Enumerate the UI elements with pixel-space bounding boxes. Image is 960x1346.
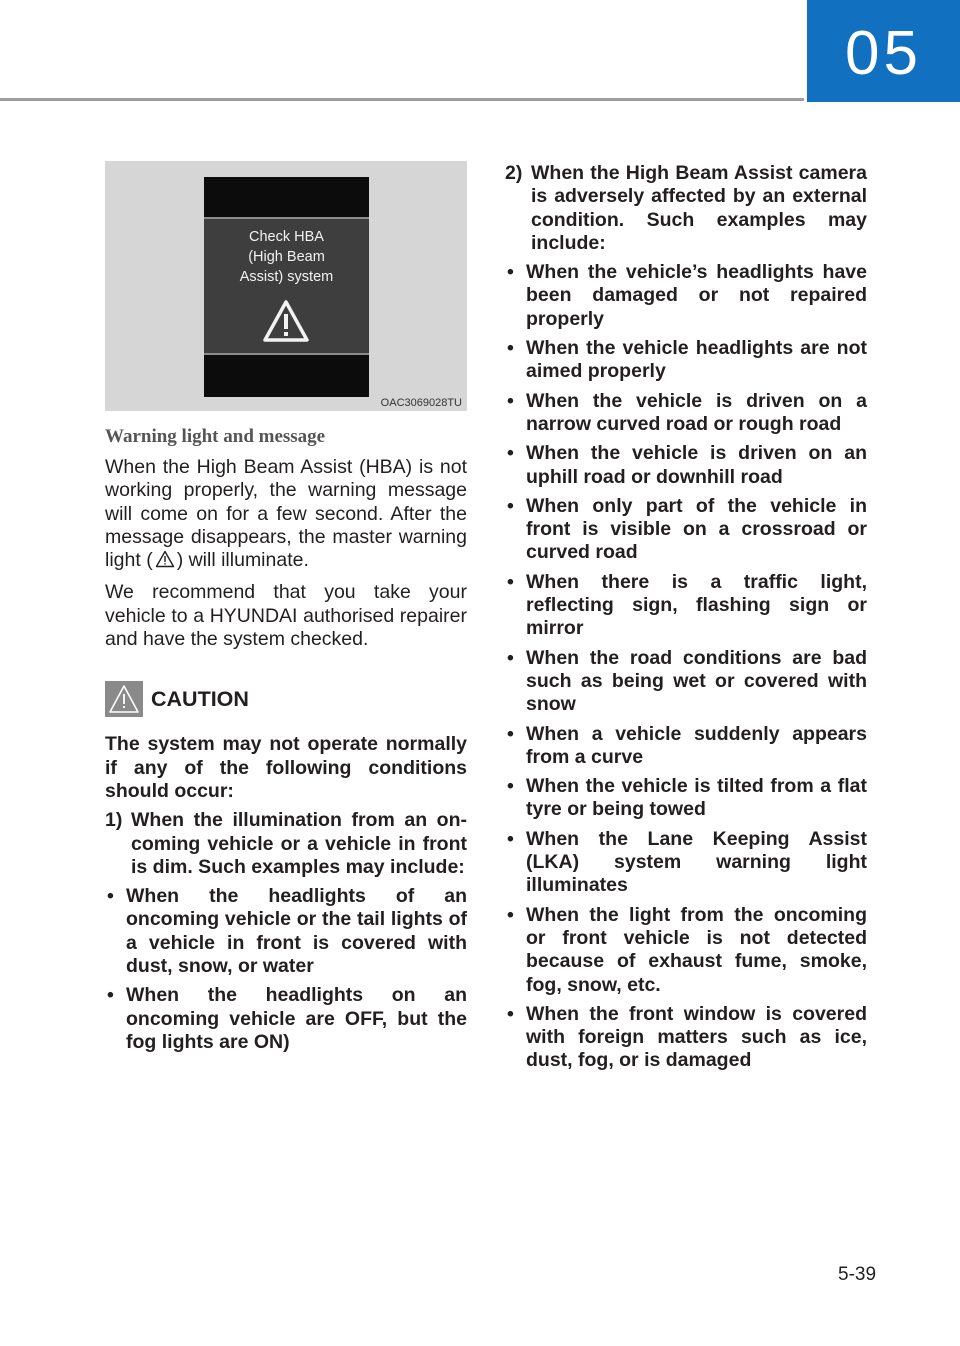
caution-heading <box>105 681 467 717</box>
bullet-icon: • <box>107 984 114 1007</box>
list-item <box>505 1003 867 1073</box>
master-warning-icon <box>155 550 175 568</box>
list-item <box>505 495 867 565</box>
list-item-text: When the light from the oncoming or front vehicle is not detected because of exhaust fume, smoke, fog, snow, etc. <box>526 903 867 996</box>
list-item <box>505 723 867 770</box>
bullet-icon: • <box>507 775 514 798</box>
list-item-text: When the vehicle is driven on a narrow curved road or rough road <box>526 389 867 435</box>
warning-triangle-icon <box>262 299 310 343</box>
list-item-text: When a vehicle suddenly appears from a curve <box>526 722 867 768</box>
list-item <box>505 775 867 822</box>
section-paragraph <box>105 456 467 572</box>
item-number: 1) <box>105 809 123 832</box>
caution-icon <box>105 681 143 717</box>
cluster-display <box>204 177 369 397</box>
list-item <box>505 337 867 384</box>
cluster-figure <box>105 161 467 411</box>
list-item <box>505 261 867 331</box>
list-item-text: When the Lane Keeping Assist (LKA) system warning light illuminates <box>526 827 867 897</box>
list-item-text: When the road conditions are bad such as being wet or covered with snow <box>526 646 867 716</box>
bullet-icon: • <box>507 1002 514 1025</box>
item-text: When the illumination from an on-coming vehicle or a vehicle in front is dim. Such examples may include: <box>131 809 467 878</box>
numbered-item <box>505 162 867 255</box>
bullet-icon: • <box>507 442 514 465</box>
bullet-icon: • <box>507 337 514 360</box>
left-column <box>105 426 467 1060</box>
list-item <box>105 885 467 978</box>
caution-intro: The system may not operate normally if any of the following conditions should occur: <box>105 733 467 802</box>
header-rule <box>0 98 804 101</box>
list-item-text: When the vehicle is tilted from a flat tyre or being towed <box>526 775 867 821</box>
list-item <box>505 442 867 489</box>
bullet-icon: • <box>507 903 514 926</box>
figure-code: OAC3069028TU <box>380 397 462 409</box>
bullet-icon: • <box>507 261 514 284</box>
list-item-text: When the vehicle headlights are not aimed properly <box>526 337 867 383</box>
list-item <box>505 647 867 717</box>
item-text: When the High Beam Assist camera is adversely affected by an external condition. Such examples may include: <box>531 162 867 254</box>
message-panel <box>204 217 369 355</box>
list-item-text: When the front window is covered with foreign matters such as ice, dust, fog, or is damaged <box>526 1002 867 1072</box>
right-column <box>505 162 867 1079</box>
bullet-icon: • <box>507 494 514 517</box>
list-item-text: When only part of the vehicle in front is visible on a crossroad or curved road <box>526 494 867 564</box>
list-item-text: When the vehicle’s headlights have been damaged or not repaired properly <box>526 261 867 330</box>
list-item <box>505 571 867 641</box>
list-item <box>505 390 867 437</box>
list-item <box>105 984 467 1054</box>
bullet-icon: • <box>507 646 514 669</box>
list-item-text: When the headlights on an oncoming vehicle are OFF, but the fog lights are ON) <box>126 984 467 1053</box>
bullet-icon: • <box>507 722 514 745</box>
cluster-message: Check HBA (High Beam Assist) system <box>239 229 334 285</box>
paragraph-text: ) will illuminate. <box>176 549 309 572</box>
list-item <box>505 828 867 898</box>
paragraph-text: When the High Beam Assist (HBA) is not working properly, the warning message will come on for a few second. After the message disappears, the master warning light ( <box>105 456 467 572</box>
bullet-icon: • <box>507 389 514 412</box>
caution-label: CAUTION <box>151 686 249 711</box>
page-number: 5-39 <box>838 1264 877 1285</box>
bullet-icon: • <box>507 570 514 593</box>
list-item-text: When the headlights of an oncoming vehicle or the tail lights of a vehicle in front is covered with dust, snow, or water <box>126 885 467 978</box>
section-title: Warning light and message <box>105 426 326 447</box>
list-item-text: When the vehicle is driven on an uphill road or downhill road <box>526 442 867 488</box>
section-paragraph: We recommend that you take your vehicle to a HYUNDAI authorised repairer and have the system checked. <box>105 581 467 651</box>
item-number: 2) <box>505 162 523 184</box>
bullet-icon: • <box>507 827 514 850</box>
chapter-tab: 05 <box>807 0 960 102</box>
list-item <box>505 904 867 997</box>
bullet-icon: • <box>107 885 114 908</box>
numbered-item <box>105 809 467 879</box>
list-item-text: When there is a traffic light, reflecting sign, flashing sign or mirror <box>526 570 867 640</box>
